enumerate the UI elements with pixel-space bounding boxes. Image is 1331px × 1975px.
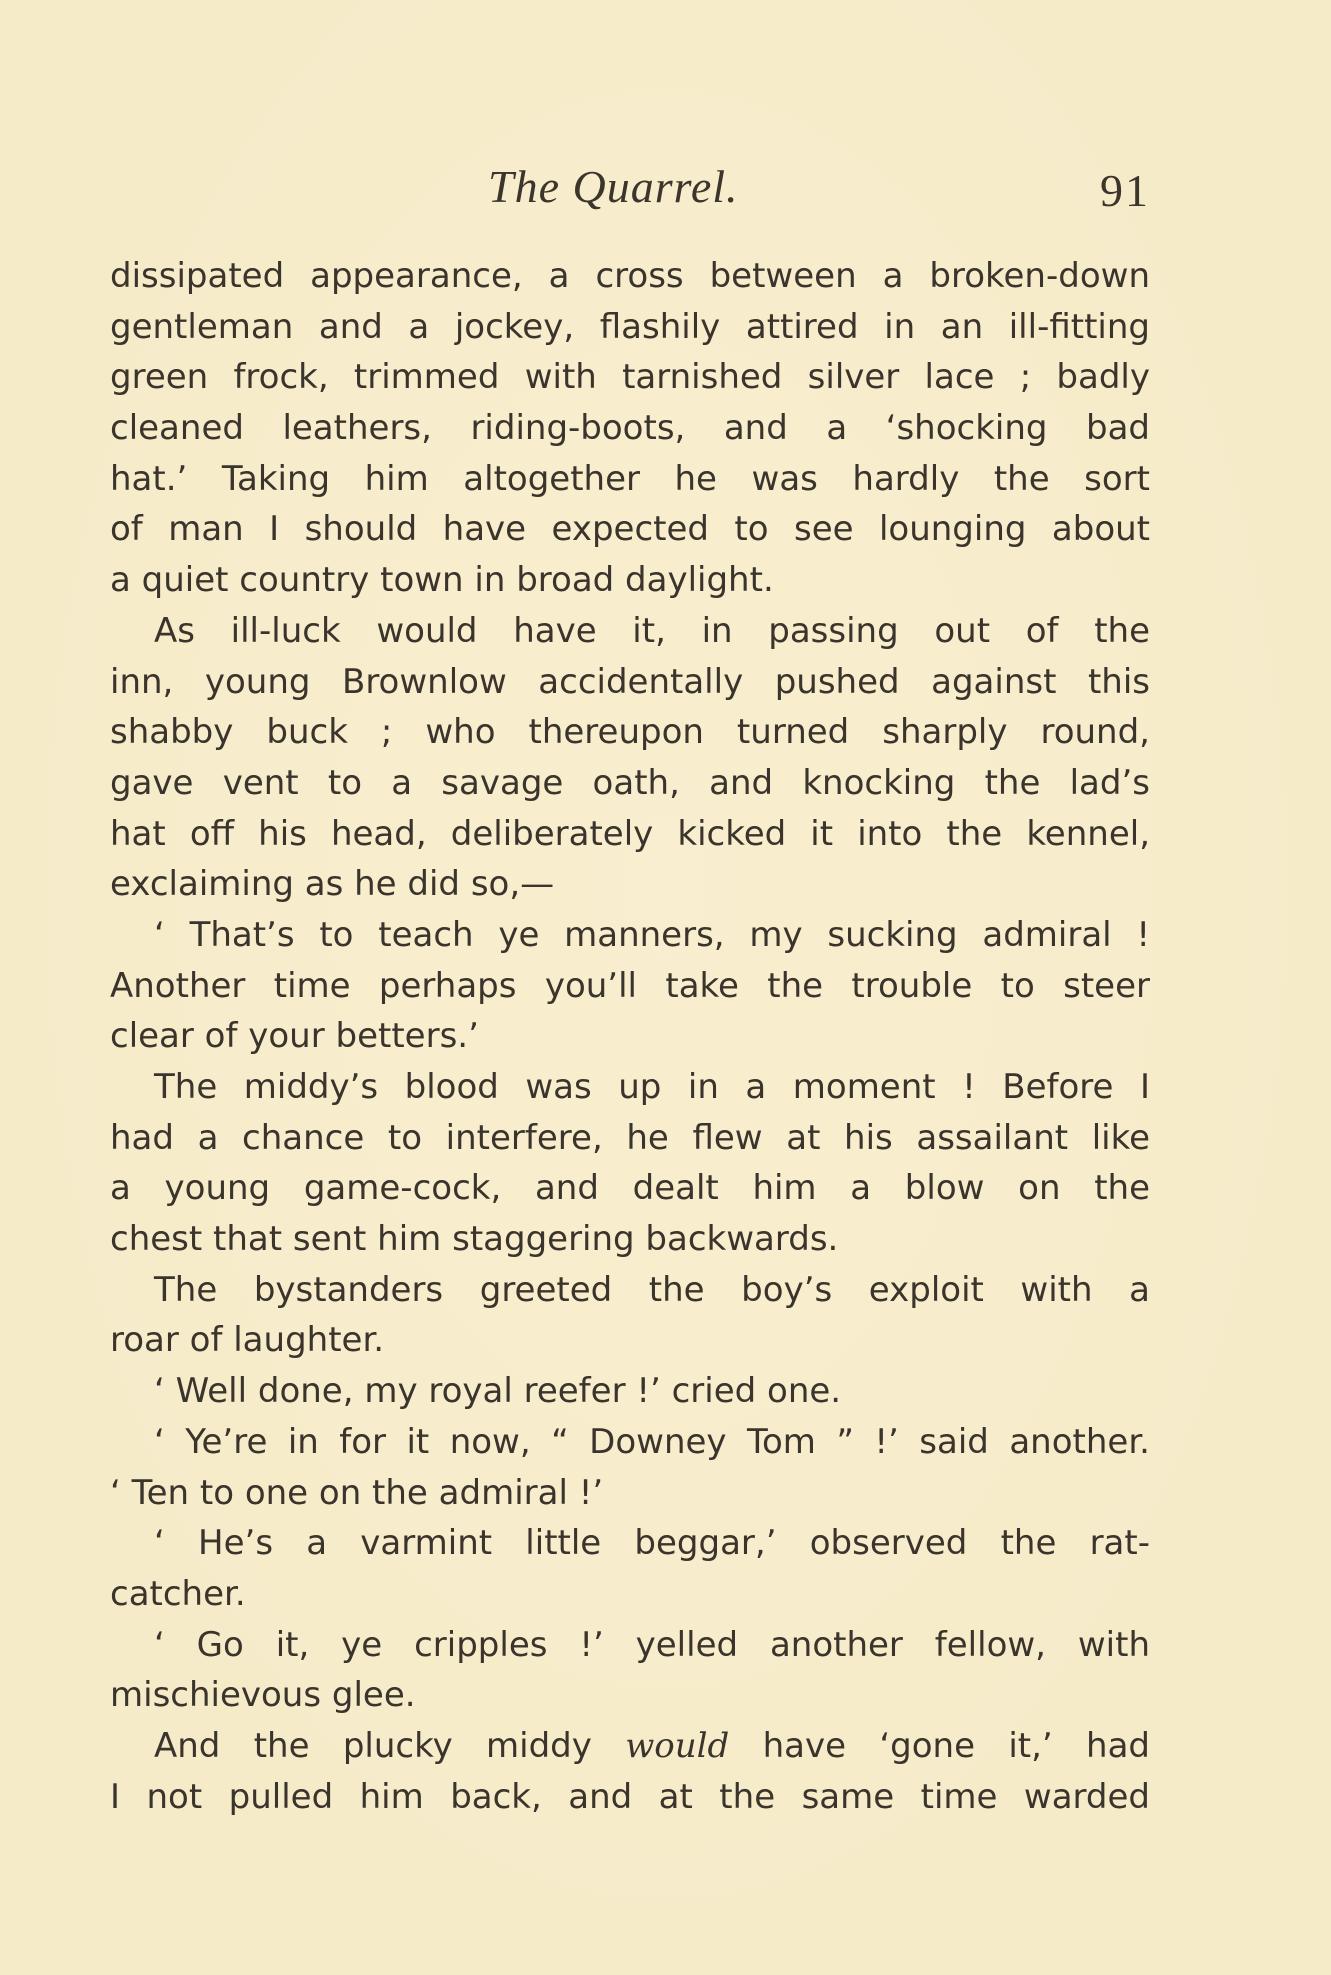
text-line: ‘ Well done, my royal reefer !’ cried one. (154, 1371, 842, 1412)
text-line: gave vent to a savage oath, and knocking the lad’s (110, 762, 1150, 803)
text-line (110, 1721, 1150, 1772)
text-line: a young game-cock, and dealt him a blow on the (110, 1168, 1150, 1209)
text-line: ‘ That’s to teach ye manners, my sucking admiral ! (154, 914, 1150, 955)
text-line: ‘ Go it, ye cripples !’ yelled another fellow, with (154, 1624, 1150, 1665)
text-line: cleaned leathers, riding-boots, and a ‘shocking bad (110, 408, 1150, 449)
text-line: ‘ Ye’re in for it now, “ Downey Tom ” !’ said another. (154, 1421, 1150, 1462)
text-line: chest that sent him staggering backwards. (110, 1219, 839, 1260)
text-line: Another time perhaps you’ll take the trouble to steer (110, 965, 1150, 1006)
text-line: clear of your betters.’ (110, 1016, 479, 1057)
text-line: had a chance to interfere, he flew at his assailant like (110, 1117, 1150, 1158)
text-line: hat off his head, deliberately kicked it into the kennel, (110, 813, 1150, 854)
running-head (110, 160, 1150, 220)
text-line: hat.’ Taking him altogether he was hardly the sort (110, 458, 1150, 499)
body-text (110, 251, 1150, 1822)
text-line: ‘ He’s a varmint little beggar,’ observed the rat- (154, 1523, 1150, 1564)
text-segment: And the plucky middy (154, 1725, 626, 1766)
text-line: ‘ Ten to one on the admiral !’ (110, 1472, 604, 1513)
text-line: shabby buck ; who thereupon turned sharply round, (110, 712, 1150, 753)
italic-word: would (625, 1725, 730, 1766)
text-line: The bystanders greeted the boy’s exploit with a (154, 1269, 1150, 1310)
running-title: The Quarrel. (488, 161, 739, 212)
text-line: inn, young Brownlow accidentally pushed against this (110, 661, 1150, 702)
text-line: The middy’s blood was up in a moment ! Before I (154, 1067, 1150, 1107)
text-line: I not pulled him back, and at the same time warded (110, 1776, 1150, 1817)
page-number: 91 (1100, 165, 1150, 216)
text-line: exclaiming as he did so,— (110, 864, 555, 905)
text-line: a quiet country town in broad daylight. (110, 560, 774, 601)
text-line: As ill-luck would have it, in passing out of the (154, 610, 1150, 651)
text-line: green frock, trimmed with tarnished silver lace ; badly (110, 357, 1150, 398)
text-line: catcher. (110, 1573, 246, 1614)
text-line: of man I should have expected to see lounging about (110, 509, 1150, 550)
text-line: dissipated appearance, a cross between a broken-down (110, 256, 1150, 296)
text-line: gentleman and a jockey, flashily attired in an ill-fitting (110, 306, 1150, 347)
text-line: roar of laughter. (110, 1320, 385, 1361)
text-segment: have ‘gone it,’ had (729, 1725, 1150, 1766)
text-line: mischievous glee. (110, 1675, 416, 1716)
